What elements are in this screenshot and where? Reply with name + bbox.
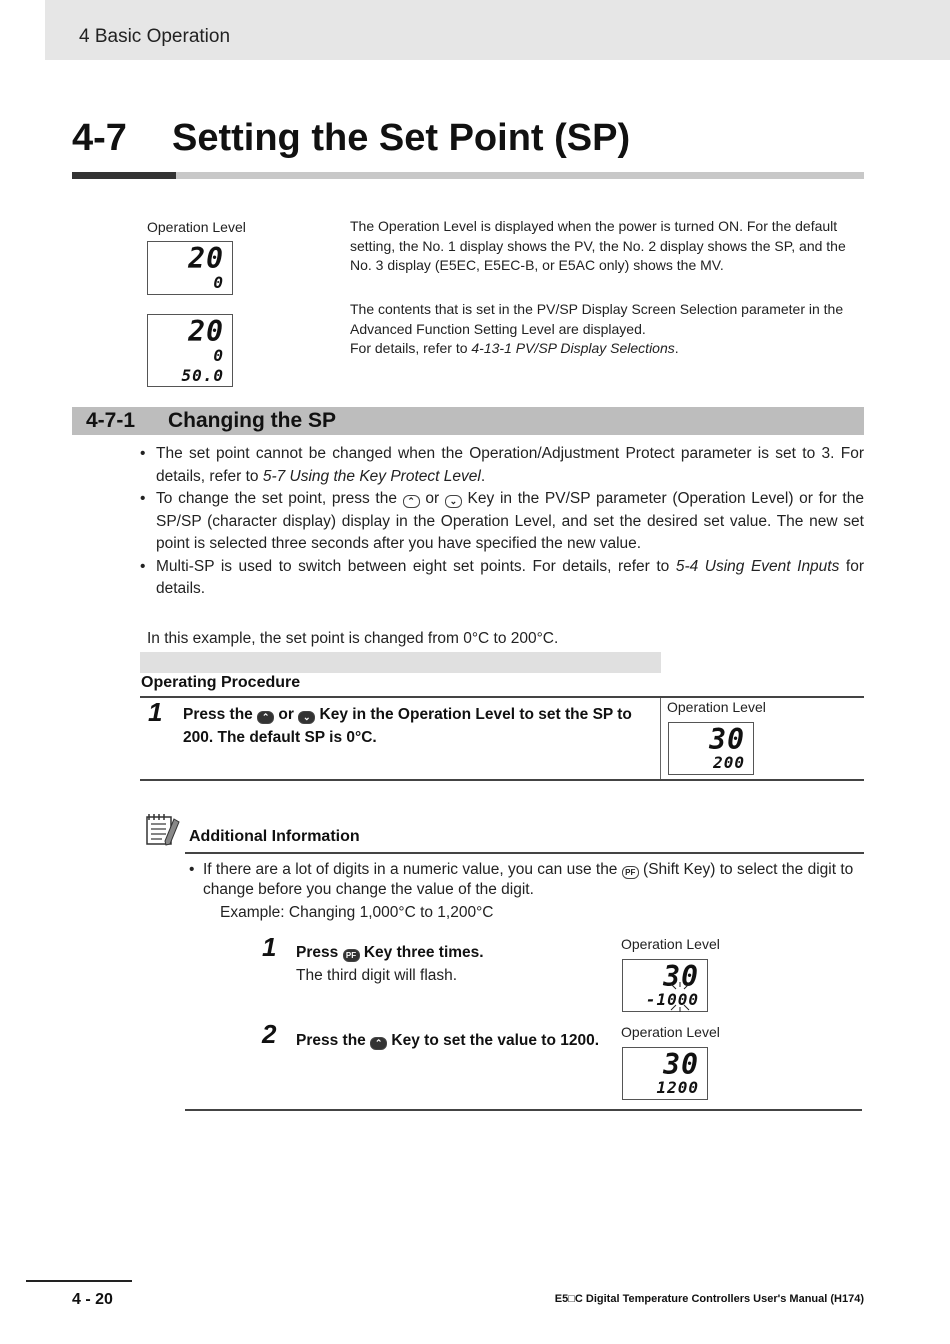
bullet-text: To change the set point, press the [156, 490, 403, 507]
lcd1-sp: 0 [213, 273, 224, 292]
substep2-lcd-display [622, 1047, 708, 1100]
procedure-band [140, 652, 661, 673]
step-text-part: Press the [183, 706, 258, 723]
down-key-icon: ⌄ [445, 495, 462, 508]
list-item [138, 443, 864, 488]
down-key-icon: ⌄ [298, 711, 315, 724]
substep-number: 1 [262, 932, 277, 962]
bullet-text: or [419, 490, 445, 507]
bullet-ref-link[interactable]: 5-4 Using Event Inputs [675, 557, 840, 575]
lcd-display-1 [147, 241, 233, 295]
substep1-lcd-display [622, 959, 708, 1012]
up-key-icon: ⌃ [403, 495, 420, 508]
step-text-part: Key in the Operation Level to set the SP to 200. The default SP is 0°C. [183, 706, 632, 746]
intro-para2-prefix: For details, refer to [350, 340, 472, 356]
bullet-list [138, 443, 864, 601]
operation-level-label: Operation Level [147, 219, 246, 235]
running-head [45, 0, 950, 60]
procedure-level-label: Operation Level [667, 699, 766, 715]
intro-para2-suffix: . [674, 340, 679, 356]
bullet-text: Multi-SP is used to switch between eight set points. For details, refer to [156, 557, 676, 575]
additional-info-title: Additional Information [189, 828, 360, 845]
title-number: 4-7 [72, 117, 127, 159]
substep2-lcd-pv: 30 [663, 1048, 699, 1081]
section-title: Changing the SP [168, 409, 336, 432]
substep1-lcd-sp: -1000 [645, 990, 699, 1009]
lcd1-pv: 20 [188, 242, 224, 275]
up-key-icon: ⌃ [370, 1037, 387, 1050]
list-item [138, 488, 864, 556]
procedure-title: Operating Procedure [141, 674, 301, 691]
additional-bullet-text [189, 860, 864, 899]
section-heading [72, 407, 864, 435]
procedure-lcd-pv: 30 [709, 723, 745, 756]
step-number: 1 [148, 697, 163, 727]
additional-example: Example: Changing 1,000°C to 1,200°C [220, 904, 494, 921]
section-number: 4-7-1 [86, 409, 136, 432]
shift-key-icon: PF [343, 949, 360, 962]
page-title [72, 117, 630, 160]
title-rule-dark [72, 172, 176, 179]
manual-title: E5□C Digital Temperature Controllers User's Manual (H174) [554, 1293, 864, 1305]
substep-text-part: Press [296, 944, 343, 961]
bullet-dot: • [189, 861, 195, 878]
bullet-text: . [480, 467, 486, 485]
procedure-bottom-rule [140, 779, 864, 781]
step-text-part: or [274, 706, 299, 723]
procedure-divider [660, 698, 661, 780]
additional-top-rule [185, 852, 864, 854]
substep-level-label: Operation Level [621, 1024, 720, 1040]
additional-bullet [189, 860, 864, 899]
title-text: Setting the Set Point (SP) [172, 117, 631, 159]
footer-rule [26, 1280, 132, 1282]
title-rule-light [176, 172, 864, 179]
substep-text [296, 1030, 626, 1053]
lcd2-sp: 0 [213, 346, 224, 365]
example-text: In this example, the set point is changed from 0°C to 200°C. [147, 630, 559, 647]
up-key-icon: ⌃ [257, 711, 274, 724]
substep-subtext: The third digit will flash. [296, 967, 458, 984]
bullet-text: If there are a lot of digits in a numeric value, you can use the [203, 861, 622, 878]
procedure-top-rule [140, 696, 864, 698]
lcd-display-2 [147, 314, 233, 387]
lcd2-mv: 50.0 [181, 366, 224, 385]
substep-number: 2 [262, 1019, 277, 1049]
bullet-ref-link[interactable]: 5-7 Using the Key Protect Level [262, 467, 481, 485]
bullet-text: for details. [156, 557, 864, 597]
lcd2-pv: 20 [188, 315, 224, 348]
substep-text [296, 942, 616, 965]
additional-bottom-rule [185, 1109, 862, 1111]
bullet-text: Key in the PV/SP parameter (Operation Level) or for the SP/SP (character display) display in the Operation Level, and set the desired set value. The new set point is selected three seconds after you have specified the new value. [156, 490, 864, 552]
intro-para2-ref[interactable]: 4-13-1 PV/SP Display Selections [471, 340, 675, 356]
intro-paragraph-2 [350, 300, 864, 359]
chapter-label: 4 Basic Operation [79, 26, 231, 47]
shift-key-icon: PF [622, 866, 639, 879]
substep-level-label: Operation Level [621, 936, 720, 952]
substep-text-part: Key three times. [359, 944, 484, 961]
procedure-lcd-sp: 200 [713, 753, 745, 772]
bullet-text: (Shift Key) to select the digit to change before you change the value of the digit. [203, 861, 854, 898]
substep-text-part: Key to set the value to 1200. [387, 1032, 600, 1049]
list-item [138, 556, 864, 601]
intro-para2-line1: The contents that is set in the PV/SP Display Screen Selection parameter in the Advanced Function Setting Level are displayed. [350, 301, 844, 337]
substep2-lcd-sp: 1200 [656, 1078, 699, 1097]
substep-text-part: Press the [296, 1032, 371, 1049]
page-number: 4 - 20 [72, 1291, 113, 1308]
intro-paragraph-1: The Operation Level is displayed when the power is turned ON. For the default setting, the No. 1 display shows the PV, the No. 2 display shows the SP, and the No. 3 display (E5EC, E5EC-B, or E5AC only) shows the MV. [350, 218, 846, 273]
procedure-lcd-display [668, 722, 754, 775]
notepad-icon [146, 813, 180, 846]
flash-indicator-icon [667, 982, 693, 1012]
procedure-step-text [183, 704, 655, 749]
substep1-lcd-pv: 30 [663, 960, 699, 993]
bullet-text: The set point cannot be changed when the Operation/Adjustment Protect parameter is set to 3. For details, refer to [156, 445, 864, 485]
